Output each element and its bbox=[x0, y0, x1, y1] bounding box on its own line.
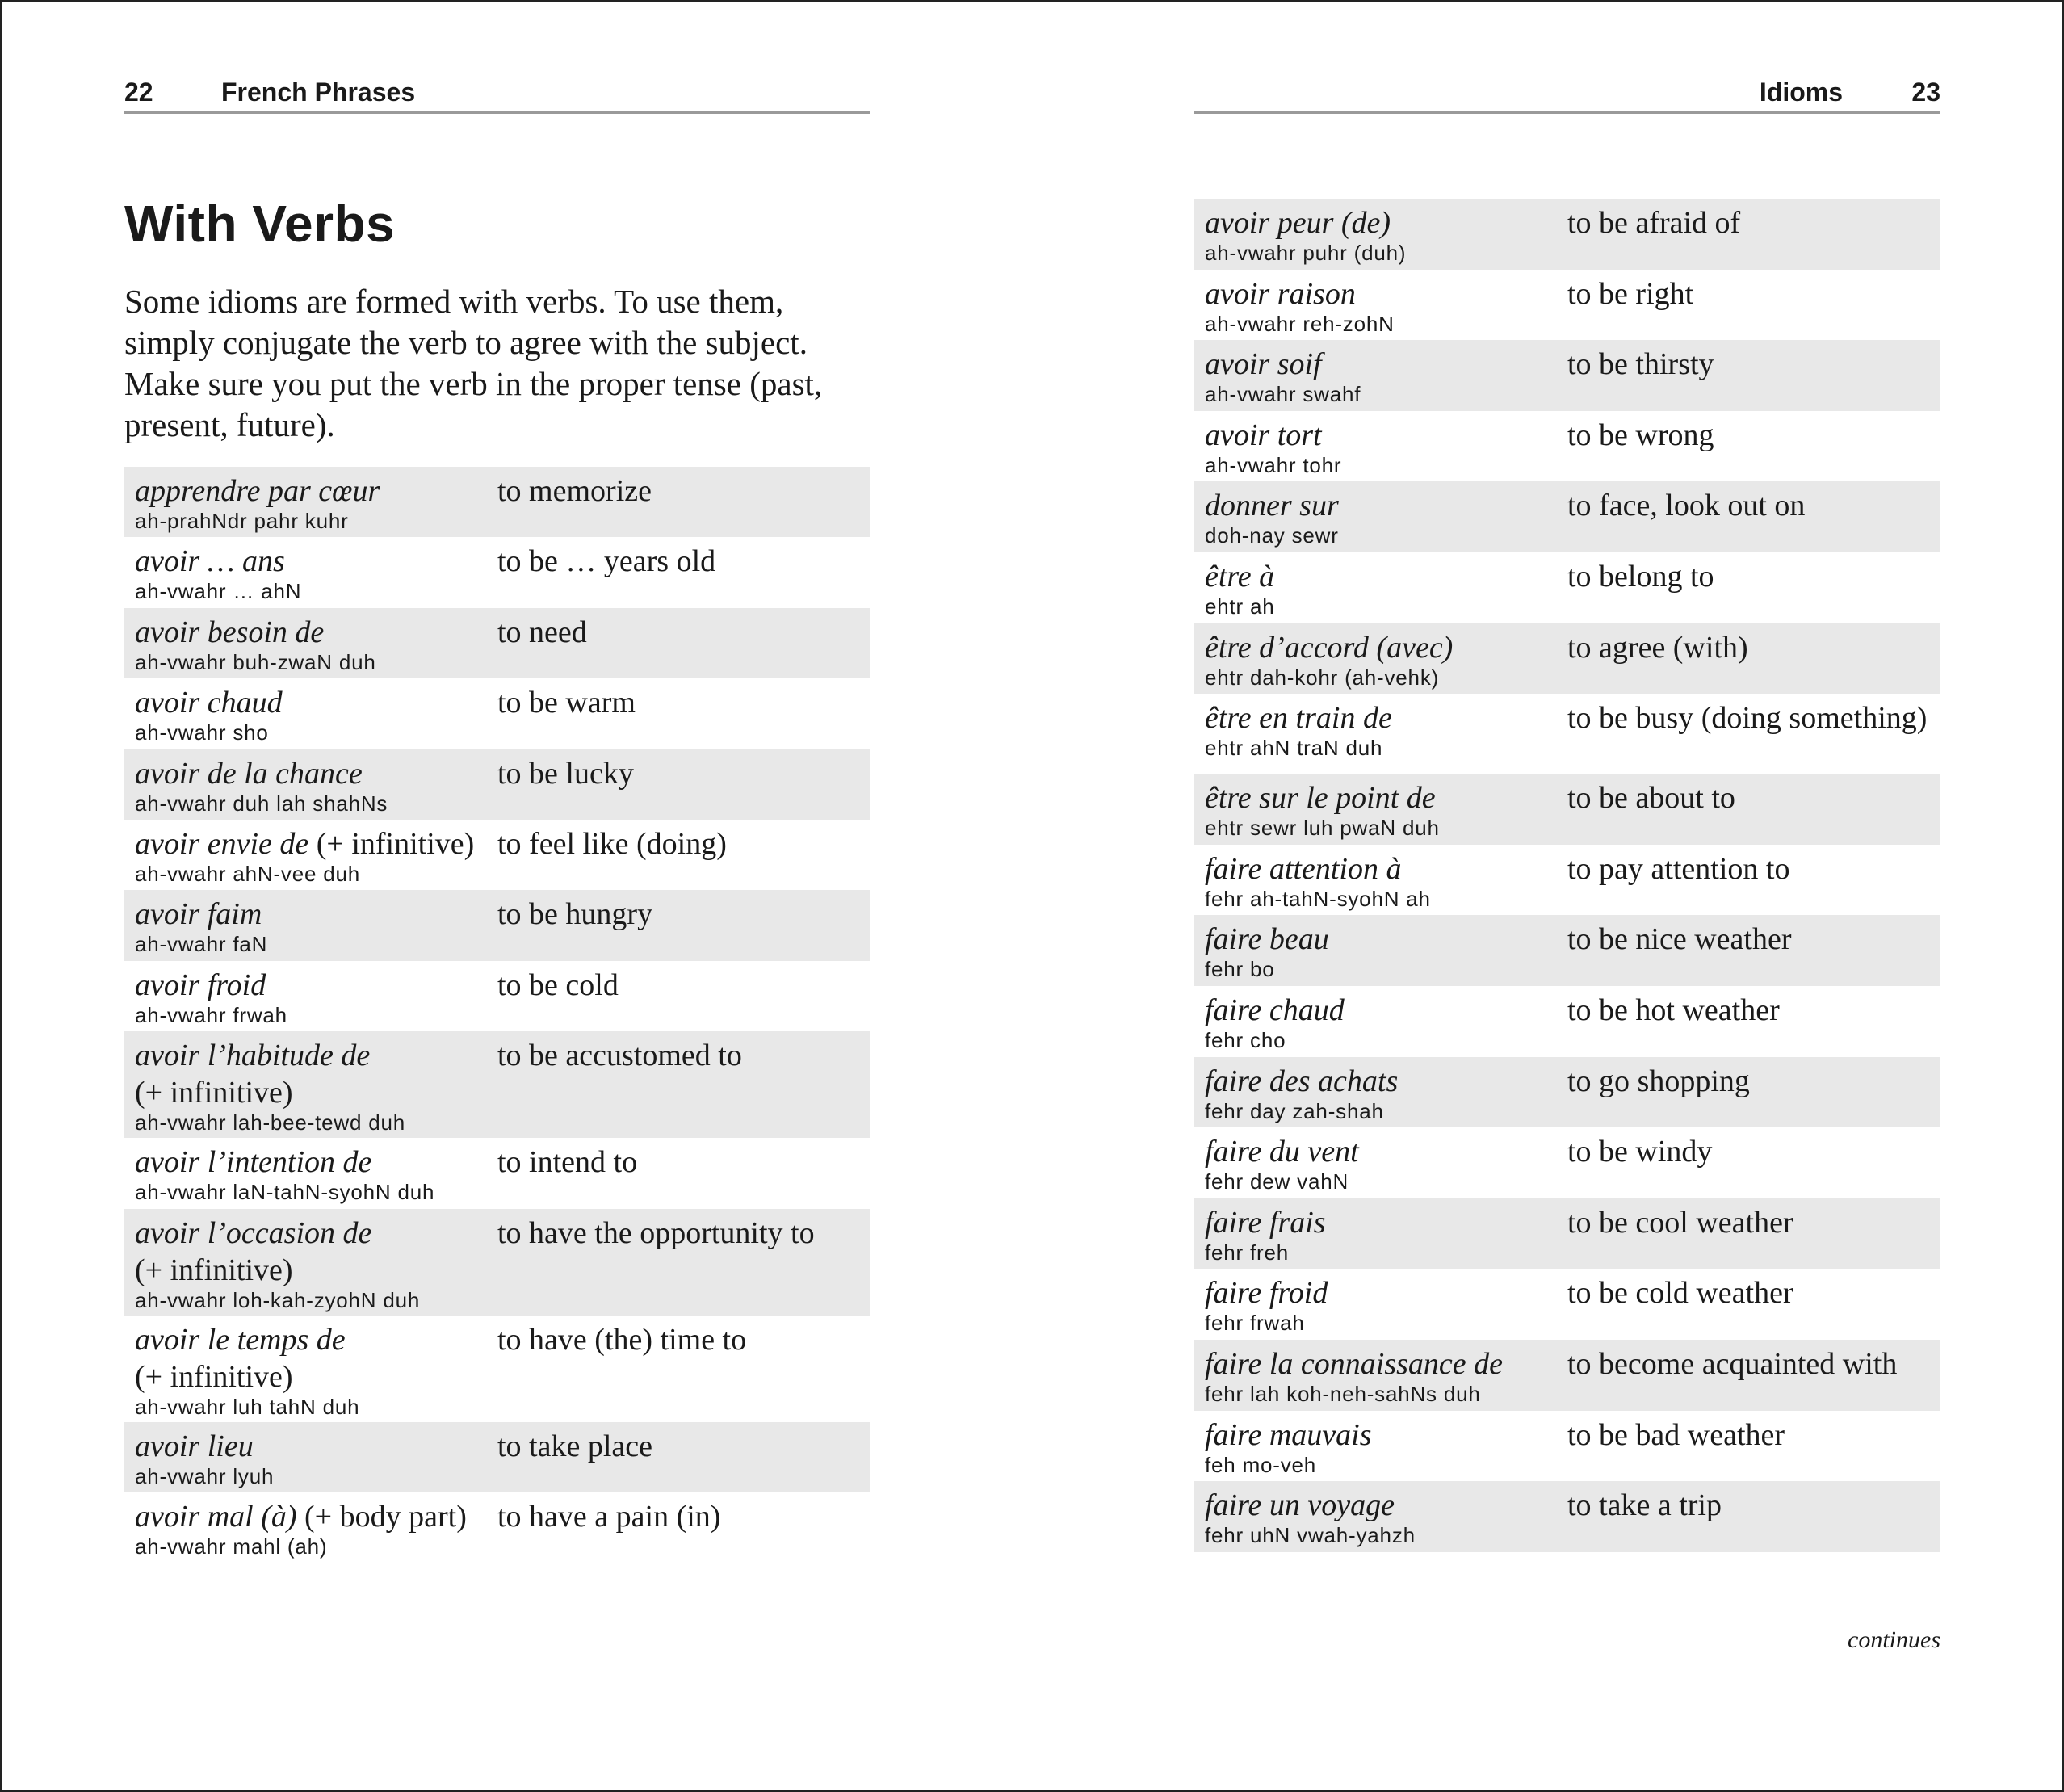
table-row bbox=[124, 537, 870, 607]
french-phrase: être en train de bbox=[1205, 701, 1392, 736]
french-phrase: avoir tort bbox=[1205, 418, 1322, 452]
pronunciation: ah-vwahr lyuh bbox=[135, 1463, 275, 1488]
french-cell bbox=[1205, 850, 1560, 911]
pronunciation: ah-vwahr swahf bbox=[1205, 382, 1361, 407]
french-cell bbox=[135, 1037, 490, 1135]
english-translation: to be thirsty bbox=[1567, 347, 1714, 382]
french-phrase: faire chaud bbox=[1205, 993, 1345, 1027]
english-translation: to be cold bbox=[497, 967, 619, 1002]
pronunciation: fehr uhN vwah-yahzh bbox=[1205, 1523, 1416, 1548]
french-phrase: avoir froid bbox=[135, 967, 266, 1002]
french-cell bbox=[135, 1215, 490, 1312]
continues-note: continues bbox=[1848, 1626, 1940, 1653]
french-cell bbox=[1205, 1345, 1560, 1406]
english-translation: to be busy (doing something) bbox=[1567, 701, 1928, 736]
french-phrase: faire beau bbox=[1205, 922, 1329, 957]
table-row bbox=[1194, 774, 1940, 845]
phrase-note: (+ infinitive) bbox=[135, 1253, 293, 1287]
french-phrase: être d’accord (avec) bbox=[1205, 630, 1454, 665]
pronunciation: ah-vwahr buh-zwaN duh bbox=[135, 649, 376, 674]
pronunciation: ehtr dah-kohr (ah-vehk) bbox=[1205, 665, 1440, 690]
pronunciation: ah-vwahr faN bbox=[135, 932, 268, 957]
french-phrase: avoir l’habitude de bbox=[135, 1039, 371, 1073]
french-phrase: avoir besoin de bbox=[135, 615, 325, 649]
french-cell bbox=[1205, 275, 1560, 336]
table-row bbox=[1194, 694, 1940, 774]
french-phrase: faire la connaissance de bbox=[1205, 1346, 1504, 1381]
english-translation: to become acquainted with bbox=[1567, 1346, 1898, 1381]
pronunciation: fehr dew vahN bbox=[1205, 1169, 1349, 1194]
table-row bbox=[1194, 1411, 1940, 1482]
english-translation: to be cool weather bbox=[1567, 1205, 1793, 1240]
phrase-note: (+ infinitive) bbox=[135, 1076, 293, 1110]
table-row bbox=[1194, 270, 1940, 341]
french-cell bbox=[1205, 1133, 1560, 1194]
french-cell bbox=[135, 1428, 490, 1488]
table-row bbox=[124, 608, 870, 678]
table-row bbox=[124, 1138, 870, 1208]
english-translation: to have (the) time to bbox=[497, 1322, 747, 1357]
french-cell bbox=[135, 1144, 490, 1204]
french-phrase: avoir l’intention de bbox=[135, 1145, 372, 1180]
french-phrase: donner sur bbox=[1205, 489, 1339, 523]
english-translation: to be … years old bbox=[497, 544, 716, 579]
pronunciation: fehr day zah-shah bbox=[1205, 1098, 1384, 1123]
page-number: 22 bbox=[124, 78, 153, 107]
english-translation: to be hot weather bbox=[1567, 993, 1780, 1027]
french-phrase: avoir … ans bbox=[135, 544, 285, 579]
phrase-table-left bbox=[124, 467, 870, 1563]
table-row bbox=[124, 961, 870, 1031]
table-row bbox=[1194, 1269, 1940, 1340]
pronunciation: ehtr ah bbox=[1205, 594, 1275, 619]
pronunciation: ah-vwahr sho bbox=[135, 720, 269, 745]
french-cell bbox=[135, 472, 490, 533]
table-row bbox=[1194, 552, 1940, 623]
french-phrase: faire du vent bbox=[1205, 1135, 1359, 1169]
table-row bbox=[1194, 481, 1940, 552]
table-row bbox=[124, 890, 870, 960]
french-cell bbox=[1205, 1063, 1560, 1123]
table-row bbox=[1194, 1057, 1940, 1128]
table-row bbox=[1194, 845, 1940, 916]
table-row bbox=[1194, 1127, 1940, 1198]
table-row bbox=[1194, 623, 1940, 695]
french-phrase: faire attention à bbox=[1205, 851, 1402, 886]
french-cell bbox=[1205, 1204, 1560, 1265]
english-translation: to face, look out on bbox=[1567, 489, 1806, 523]
french-phrase: avoir raison bbox=[1205, 276, 1356, 311]
pronunciation: fehr ah-tahN-syohN ah bbox=[1205, 886, 1431, 911]
french-cell bbox=[1205, 346, 1560, 406]
table-row bbox=[124, 467, 870, 537]
english-translation: to take place bbox=[497, 1429, 653, 1463]
table-row bbox=[124, 1492, 870, 1563]
english-translation: to memorize bbox=[497, 474, 652, 508]
pronunciation: ah-vwahr frwah bbox=[135, 1002, 287, 1027]
running-title: French Phrases bbox=[221, 78, 416, 107]
english-translation: to intend to bbox=[497, 1145, 638, 1180]
english-translation: to pay attention to bbox=[1567, 851, 1790, 886]
french-phrase: être sur le point de bbox=[1205, 781, 1436, 816]
french-phrase: faire froid bbox=[1205, 1276, 1328, 1311]
french-cell bbox=[1205, 1487, 1560, 1547]
table-row bbox=[1194, 1340, 1940, 1411]
french-cell bbox=[135, 967, 490, 1027]
french-phrase: avoir mal (à) (+ body part) bbox=[135, 1499, 467, 1534]
french-cell bbox=[1205, 1274, 1560, 1335]
pronunciation: feh mo-veh bbox=[1205, 1452, 1317, 1477]
french-phrase: avoir soif bbox=[1205, 347, 1322, 382]
french-cell bbox=[1205, 1416, 1560, 1477]
pronunciation: fehr freh bbox=[1205, 1240, 1290, 1265]
pronunciation: fehr frwah bbox=[1205, 1311, 1305, 1336]
french-cell bbox=[1205, 487, 1560, 548]
english-translation: to be right bbox=[1567, 276, 1694, 311]
running-head-right bbox=[1194, 74, 1940, 114]
english-translation: to be bad weather bbox=[1567, 1417, 1785, 1452]
french-phrase: avoir le temps de bbox=[135, 1322, 346, 1357]
pronunciation: ehtr ahN traN duh bbox=[1205, 736, 1383, 761]
french-cell bbox=[135, 684, 490, 745]
french-phrase: être à bbox=[1205, 559, 1275, 594]
table-row bbox=[124, 1316, 870, 1422]
french-phrase: faire mauvais bbox=[1205, 1417, 1372, 1452]
table-row bbox=[124, 1422, 870, 1492]
english-translation: to go shopping bbox=[1567, 1064, 1750, 1098]
pronunciation: ah-vwahr tohr bbox=[1205, 452, 1342, 477]
table-row bbox=[1194, 411, 1940, 482]
pronunciation: doh-nay sewr bbox=[1205, 523, 1339, 548]
french-phrase: avoir lieu bbox=[135, 1429, 254, 1463]
french-cell bbox=[135, 1321, 490, 1419]
pronunciation: ah-vwahr duh lah shahNs bbox=[135, 791, 388, 816]
table-row bbox=[124, 749, 870, 820]
french-phrase: avoir peur (de) bbox=[1205, 206, 1391, 240]
phrase-note: (+ infinitive) bbox=[135, 1359, 293, 1394]
pronunciation: fehr bo bbox=[1205, 957, 1275, 982]
table-row bbox=[124, 678, 870, 749]
english-translation: to be accustomed to bbox=[497, 1039, 742, 1073]
french-cell bbox=[1205, 921, 1560, 981]
french-cell bbox=[135, 755, 490, 816]
phrase-table-right bbox=[1194, 199, 1940, 1552]
french-phrase: faire un voyage bbox=[1205, 1488, 1395, 1523]
french-phrase: avoir faim bbox=[135, 897, 262, 932]
pronunciation: ah-vwahr loh-kah-zyohN duh bbox=[135, 1287, 421, 1312]
english-translation: to be warm bbox=[497, 686, 636, 720]
french-cell bbox=[135, 543, 490, 603]
french-cell bbox=[1205, 699, 1560, 760]
english-translation: to need bbox=[497, 615, 587, 649]
table-row bbox=[1194, 1198, 1940, 1270]
french-phrase: avoir chaud bbox=[135, 686, 283, 720]
french-phrase: avoir l’occasion de bbox=[135, 1215, 372, 1250]
pronunciation: fehr lah koh-neh-sahNs duh bbox=[1205, 1381, 1481, 1406]
english-translation: to have the opportunity to bbox=[497, 1215, 815, 1250]
french-cell bbox=[1205, 779, 1560, 840]
table-row bbox=[124, 820, 870, 890]
french-cell bbox=[1205, 204, 1560, 265]
pronunciation: ah-prahNdr pahr kuhr bbox=[135, 509, 349, 533]
french-phrase: avoir de la chance bbox=[135, 756, 363, 791]
english-translation: to be windy bbox=[1567, 1135, 1713, 1169]
english-translation: to belong to bbox=[1567, 559, 1714, 594]
english-translation: to be lucky bbox=[497, 756, 634, 791]
french-cell bbox=[1205, 558, 1560, 619]
french-cell bbox=[1205, 992, 1560, 1052]
english-translation: to be wrong bbox=[1567, 418, 1714, 452]
running-title: Idioms bbox=[1759, 78, 1843, 107]
english-translation: to take a trip bbox=[1567, 1488, 1722, 1523]
french-phrase: faire des achats bbox=[1205, 1064, 1399, 1098]
english-translation: to feel like (doing) bbox=[497, 826, 727, 861]
pronunciation: ah-vwahr ahN-vee duh bbox=[135, 861, 361, 886]
intro-paragraph: Some idioms are formed with verbs. To use them, simply conjugate the verb to agree with the subject. Make sure you put the verb in the proper tense (past, present, future). bbox=[124, 283, 823, 443]
table-row bbox=[1194, 1481, 1940, 1552]
pronunciation: ah-vwahr … ahN bbox=[135, 579, 302, 604]
english-translation: to be hungry bbox=[497, 897, 653, 932]
english-translation: to have a pain (in) bbox=[497, 1499, 721, 1534]
table-row bbox=[124, 1031, 870, 1138]
french-cell bbox=[135, 896, 490, 956]
table-row bbox=[1194, 915, 1940, 986]
french-cell bbox=[135, 1498, 490, 1559]
french-cell bbox=[1205, 417, 1560, 477]
french-phrase: avoir envie de (+ infinitive) bbox=[135, 826, 475, 861]
french-cell bbox=[1205, 629, 1560, 690]
table-row bbox=[1194, 986, 1940, 1057]
page-number: 23 bbox=[1911, 78, 1940, 107]
pronunciation: ehtr sewr luh pwaN duh bbox=[1205, 816, 1440, 841]
table-row bbox=[1194, 199, 1940, 270]
section-heading: With Verbs bbox=[124, 195, 396, 253]
pronunciation: ah-vwahr mahl (ah) bbox=[135, 1534, 328, 1559]
french-phrase: faire frais bbox=[1205, 1205, 1326, 1240]
french-phrase: apprendre par cœur bbox=[135, 474, 380, 508]
english-translation: to be about to bbox=[1567, 781, 1735, 816]
french-cell bbox=[135, 614, 490, 674]
english-translation: to be nice weather bbox=[1567, 922, 1792, 957]
pronunciation: ah-vwahr lah-bee-tewd duh bbox=[135, 1110, 406, 1135]
english-translation: to be afraid of bbox=[1567, 206, 1741, 240]
table-row bbox=[124, 1209, 870, 1316]
english-translation: to be cold weather bbox=[1567, 1276, 1793, 1311]
running-head-left bbox=[124, 74, 870, 114]
pronunciation: fehr cho bbox=[1205, 1027, 1286, 1052]
table-row bbox=[1194, 340, 1940, 411]
pronunciation: ah-vwahr luh tahN duh bbox=[135, 1394, 360, 1419]
pronunciation: ah-vwahr puhr (duh) bbox=[1205, 241, 1407, 265]
english-translation: to agree (with) bbox=[1567, 630, 1748, 665]
pronunciation: ah-vwahr laN-tahN-syohN duh bbox=[135, 1180, 435, 1205]
pronunciation: ah-vwahr reh-zohN bbox=[1205, 311, 1395, 336]
french-cell bbox=[135, 825, 490, 886]
